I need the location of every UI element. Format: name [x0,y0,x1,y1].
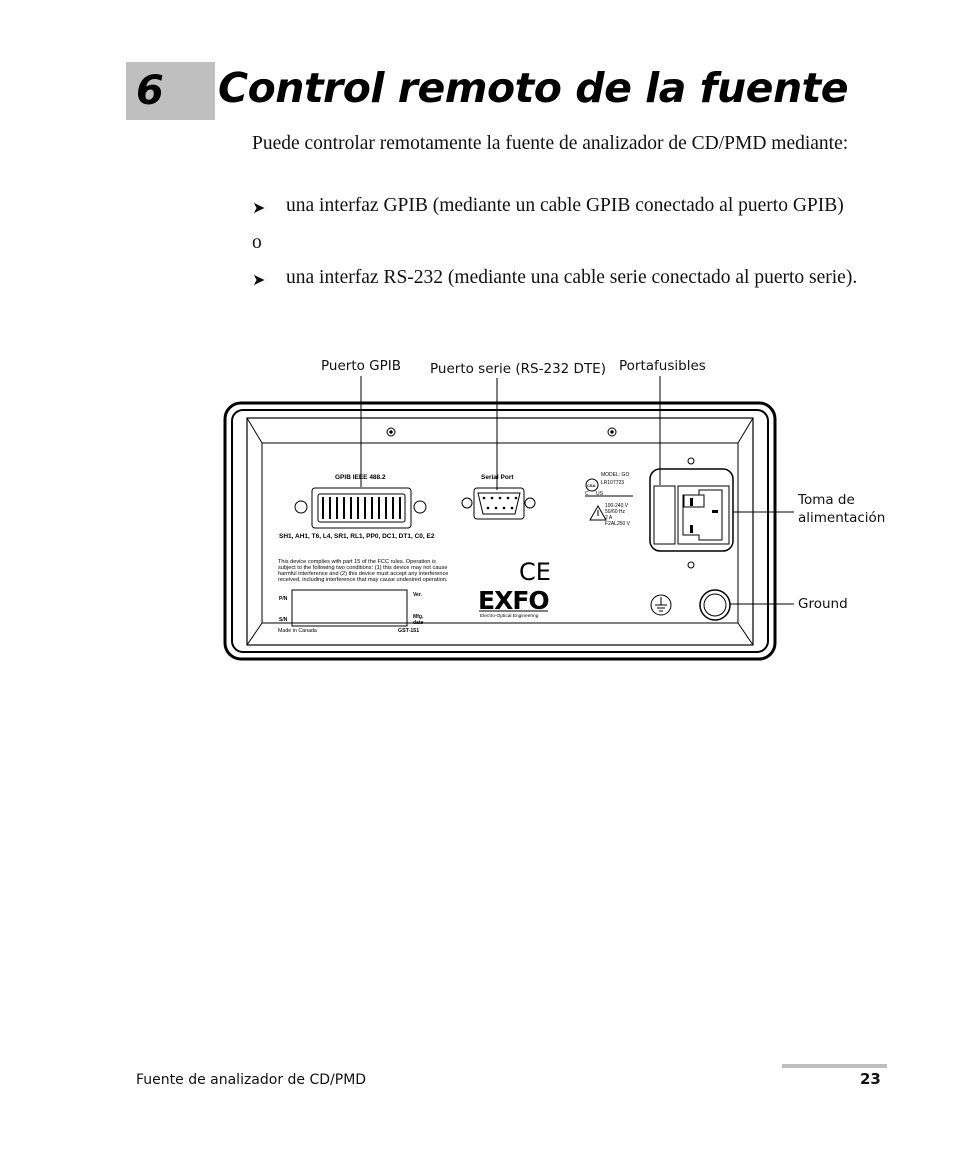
fcc-text-line4: received, including interference that may cause undesired operation. [278,577,448,583]
fcc-text-line3: harmful interference and (2) this device must accept any interference [278,571,449,577]
intro-paragraph: Puede controlar remotamente la fuente de analizador de CD/PMD mediante: [252,133,849,154]
csa-us-label: US [596,491,603,497]
serial-port-label: Serial Port [481,474,514,481]
ce-mark: CE [519,558,551,586]
gpib-label: GPIB IEEE 488.2 [335,474,386,481]
fcc-text-line2: subject to the following two conditions: (1) this device may not cause [278,565,448,571]
callout-serial-port: Puerto serie (RS-232 DTE) [430,361,606,377]
callout-power-inlet-line1: Toma de [798,492,855,508]
callout-ground: Ground [798,596,848,612]
footer-manual-title: Fuente de analizador de CD/PMD [136,1072,367,1088]
bullet-item-rs232: una interfaz RS-232 (mediante una cable serie conectado al puerto serie). [286,267,858,288]
chapter-number: 6 [136,68,164,114]
made-in-label: Made in Canada [278,628,317,634]
exfo-subtitle: Electro-Optical Engineering [480,614,539,619]
csa-c-label: C [585,491,589,497]
page-number: 23 [860,1070,881,1088]
or-text: o [252,232,262,253]
footer-rule [782,1064,887,1068]
mfg-label: Mfg. [413,614,424,620]
bullet-arrow-icon: ➤ [252,270,266,289]
pn-label: P/N [279,596,288,602]
rating-current: 2 A [605,515,613,521]
lr-label: LR107723 [601,480,625,486]
rating-fuse: F2AL250 V [605,521,631,527]
mfg-date-label: date [413,620,424,626]
callout-fuse-holder: Portafusibles [619,358,706,374]
model-label: MODEL: GO [601,472,630,478]
gpib-codes: SH1, AH1, T6, L4, SR1, RL1, PP0, DC1, DT1, C0, E2 [279,533,435,540]
callout-gpib-port: Puerto GPIB [321,358,402,374]
callout-power-inlet-line2: alimentación [798,510,886,526]
gst-label: GST-151 [398,628,420,634]
rating-voltage: 100-240 V [605,503,629,509]
bullet-item-gpib: una interfaz GPIB (mediante un cable GPIB conectado al puerto GPIB) [286,195,844,216]
ver-label: Ver. [413,592,422,598]
csa-logo-text: CSA [587,483,596,488]
rating-frequency: 50/60 Hz [605,509,626,515]
bullet-arrow-icon: ➤ [252,198,266,217]
fcc-text-line1: This device complies with part 15 of the FCC rules. Operation is [278,559,436,565]
chapter-title: Control remoto de la fuente [218,64,849,112]
sn-label: S/N [279,617,288,623]
exfo-logo: EXFO [478,586,549,615]
